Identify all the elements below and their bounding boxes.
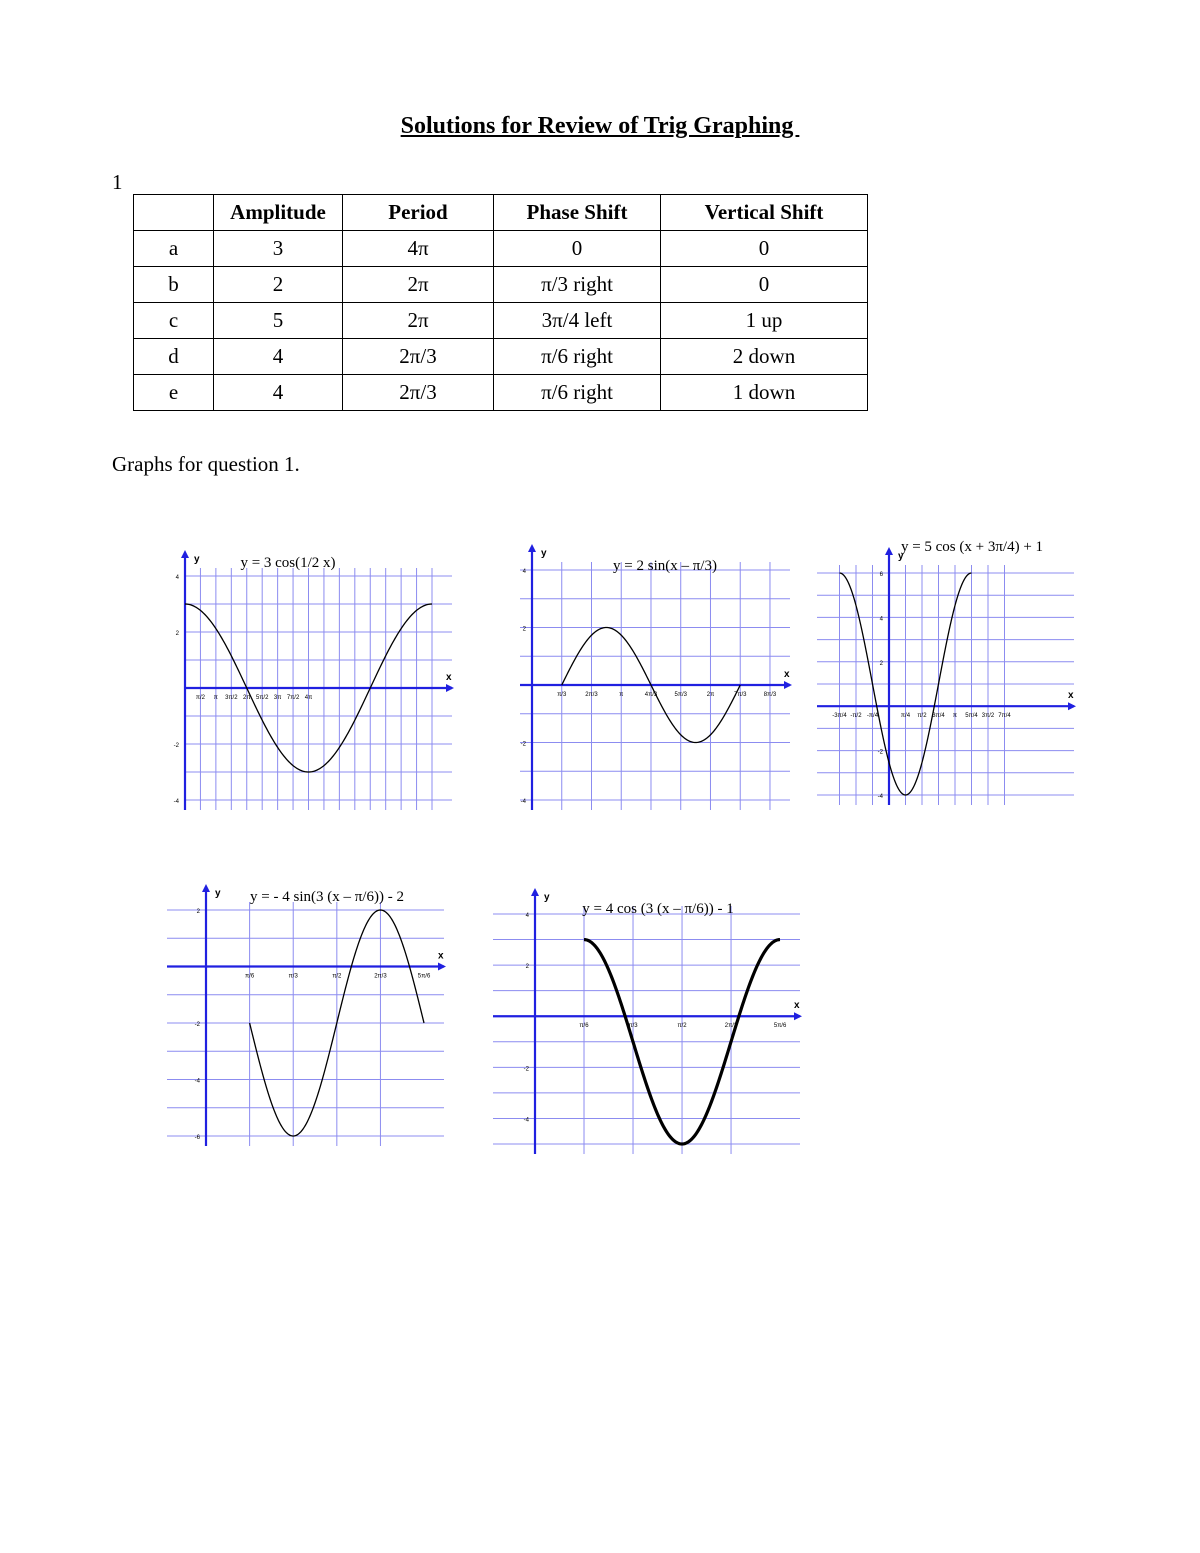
y-tick-label: 4	[175, 575, 179, 581]
x-tick-label: π	[619, 692, 624, 698]
table-cell: 1 up	[661, 303, 868, 339]
x-tick-label: π/2	[917, 713, 927, 720]
x-axis-label: x	[1068, 690, 1074, 702]
y-tick-label: -2	[523, 1066, 529, 1073]
y-tick-label: 4	[525, 913, 529, 919]
graph-e	[490, 892, 805, 1162]
y-tick-label: -2	[877, 749, 883, 756]
graph-a	[170, 540, 460, 820]
table-cell: 5	[214, 303, 343, 339]
table-cell: 2π	[343, 303, 494, 339]
table-cell: 2 down	[661, 339, 868, 375]
table-cell: 0	[661, 231, 868, 267]
x-tick-label: 2π/3	[585, 692, 598, 698]
y-tick-label: -6	[194, 1135, 200, 1141]
x-tick-label: 3π/2	[225, 695, 238, 701]
y-tick-label: -2	[173, 743, 179, 749]
x-tick-label: 5π/6	[417, 973, 431, 980]
graph-title: y = 5 cos (x + 3π/4) + 1	[900, 539, 1044, 555]
table-cell: 2π	[343, 267, 494, 303]
table-header-cell: Amplitude	[214, 195, 343, 231]
x-axis-arrow	[438, 963, 446, 971]
x-tick-label: π/2	[332, 973, 342, 980]
y-tick-label: -4	[173, 799, 179, 805]
table-cell: 2	[214, 267, 343, 303]
table-cell: c	[134, 303, 214, 339]
table-cell: 4	[214, 339, 343, 375]
table-header-cell	[134, 195, 214, 231]
x-axis-arrow	[784, 681, 792, 689]
x-tick-label: π/3	[628, 1023, 638, 1030]
x-tick-label: 2π/3	[724, 1023, 738, 1030]
page-title: Solutions for Review of Trig Graphing	[400, 113, 800, 139]
graph-title: y = - 4 sin(3 (x – π/6)) - 2	[250, 889, 404, 905]
x-tick-label: π/3	[288, 973, 298, 980]
table-row	[134, 267, 868, 303]
table-cell: 0	[494, 231, 661, 267]
plot-area	[167, 884, 446, 1146]
x-tick-label: 8π/3	[763, 692, 777, 698]
y-axis-label: y	[194, 554, 200, 565]
y-tick-label: 2	[522, 626, 526, 633]
table-cell: 4	[214, 375, 343, 411]
x-tick-label: π/6	[245, 973, 255, 980]
plot-area	[520, 544, 792, 810]
y-tick-label: 2	[175, 631, 179, 637]
x-axis-arrow	[794, 1012, 802, 1020]
y-tick-label: -2	[194, 1022, 200, 1028]
y-tick-label: -4	[520, 799, 526, 805]
x-tick-label: π/6	[579, 1023, 589, 1030]
y-tick-label: 4	[522, 569, 526, 575]
x-axis-arrow	[1068, 702, 1076, 710]
table-cell: π/3 right	[494, 267, 661, 303]
x-tick-label: π/2	[677, 1023, 687, 1030]
table-cell: 3π/4 left	[494, 303, 661, 339]
table-cell: 3	[214, 231, 343, 267]
plot-area	[174, 550, 454, 810]
graph-title: y = 3 cos(1/2 x)	[240, 555, 336, 571]
table-row	[134, 303, 868, 339]
x-tick-label: -3π/4	[832, 713, 847, 720]
x-tick-label: 7π/3	[733, 692, 747, 698]
x-tick-label: 3π	[273, 695, 282, 701]
table-header-cell: Period	[343, 195, 494, 231]
y-axis-label: y	[215, 888, 221, 899]
y-tick-label: 2	[196, 909, 200, 915]
x-tick-label: 3π/4	[932, 713, 945, 720]
table-cell: 2π/3	[343, 375, 494, 411]
question-number: 1	[112, 170, 123, 194]
x-tick-label: 5π/2	[255, 695, 269, 701]
x-axis-label: x	[446, 672, 452, 683]
x-tick-label: 4π	[304, 695, 313, 701]
plot-area	[817, 539, 1076, 805]
x-tick-label: 5π/4	[965, 713, 978, 720]
table-header-cell: Vertical Shift	[661, 195, 868, 231]
y-tick-label: 6	[879, 572, 883, 578]
table-cell: 1 down	[661, 375, 868, 411]
x-tick-label: 3π/2	[981, 713, 995, 720]
table-row	[134, 339, 868, 375]
x-axis-label: x	[794, 1000, 800, 1012]
x-tick-label: 5π/3	[674, 692, 687, 698]
x-axis-arrow	[446, 684, 454, 692]
table-row	[134, 231, 868, 267]
y-axis-arrow	[202, 884, 210, 892]
x-tick-label: π/4	[900, 713, 911, 720]
y-axis-arrow	[885, 547, 893, 555]
y-axis-label: y	[898, 551, 904, 562]
x-axis-label: x	[438, 950, 444, 962]
x-tick-label: 4π/3	[644, 692, 658, 698]
y-tick-label: 2	[879, 660, 883, 667]
y-tick-label: -2	[520, 741, 526, 748]
table-row	[134, 375, 868, 411]
table-cell: d	[134, 339, 214, 375]
x-tick-label: -π/4	[866, 713, 879, 720]
x-tick-label: π	[213, 695, 218, 701]
y-tick-label: -4	[194, 1078, 200, 1085]
table-cell: π/6 right	[494, 339, 661, 375]
x-tick-label: 2π/3	[374, 973, 387, 980]
table-cell: 4π	[343, 231, 494, 267]
graph-d	[162, 880, 452, 1155]
x-tick-label: 2π	[243, 695, 251, 701]
y-axis-arrow	[181, 550, 189, 558]
table-cell: e	[134, 375, 214, 411]
table-cell: 2π/3	[343, 339, 494, 375]
y-axis-arrow	[528, 544, 536, 552]
graph-c	[812, 535, 1080, 815]
table-cell: 0	[661, 267, 868, 303]
y-tick-label: -4	[523, 1117, 529, 1124]
graph-title: y = 4 cos (3 (x – π/6)) - 1	[582, 901, 734, 917]
plot-area	[493, 888, 802, 1154]
x-tick-label: 7π/2	[286, 695, 300, 701]
x-tick-label: -π/2	[850, 713, 862, 720]
table-cell: π/6 right	[494, 375, 661, 411]
x-axis-label: x	[784, 669, 790, 680]
x-tick-label: π	[952, 713, 958, 720]
graph-b	[515, 540, 800, 820]
table-header-row	[134, 195, 868, 231]
y-tick-label: -4	[877, 794, 883, 800]
x-tick-label: 5π/6	[773, 1023, 787, 1030]
graphs-label: Graphs for question 1.	[112, 452, 300, 476]
y-tick-label: 2	[525, 964, 529, 971]
y-axis-label: y	[541, 548, 547, 559]
x-tick-label: π/3	[557, 692, 567, 698]
graph-title: y = 2 sin(x – π/3)	[613, 558, 717, 574]
table-cell: a	[134, 231, 214, 267]
y-axis-arrow	[531, 888, 539, 896]
x-tick-label: 2π	[706, 692, 715, 698]
answer-table	[133, 194, 868, 411]
y-axis-label: y	[544, 892, 550, 903]
y-tick-label: 4	[879, 616, 883, 623]
x-tick-label: π/2	[195, 695, 206, 701]
x-tick-label: 7π/4	[998, 713, 1011, 720]
table-header-cell: Phase Shift	[494, 195, 661, 231]
table-cell: b	[134, 267, 214, 303]
